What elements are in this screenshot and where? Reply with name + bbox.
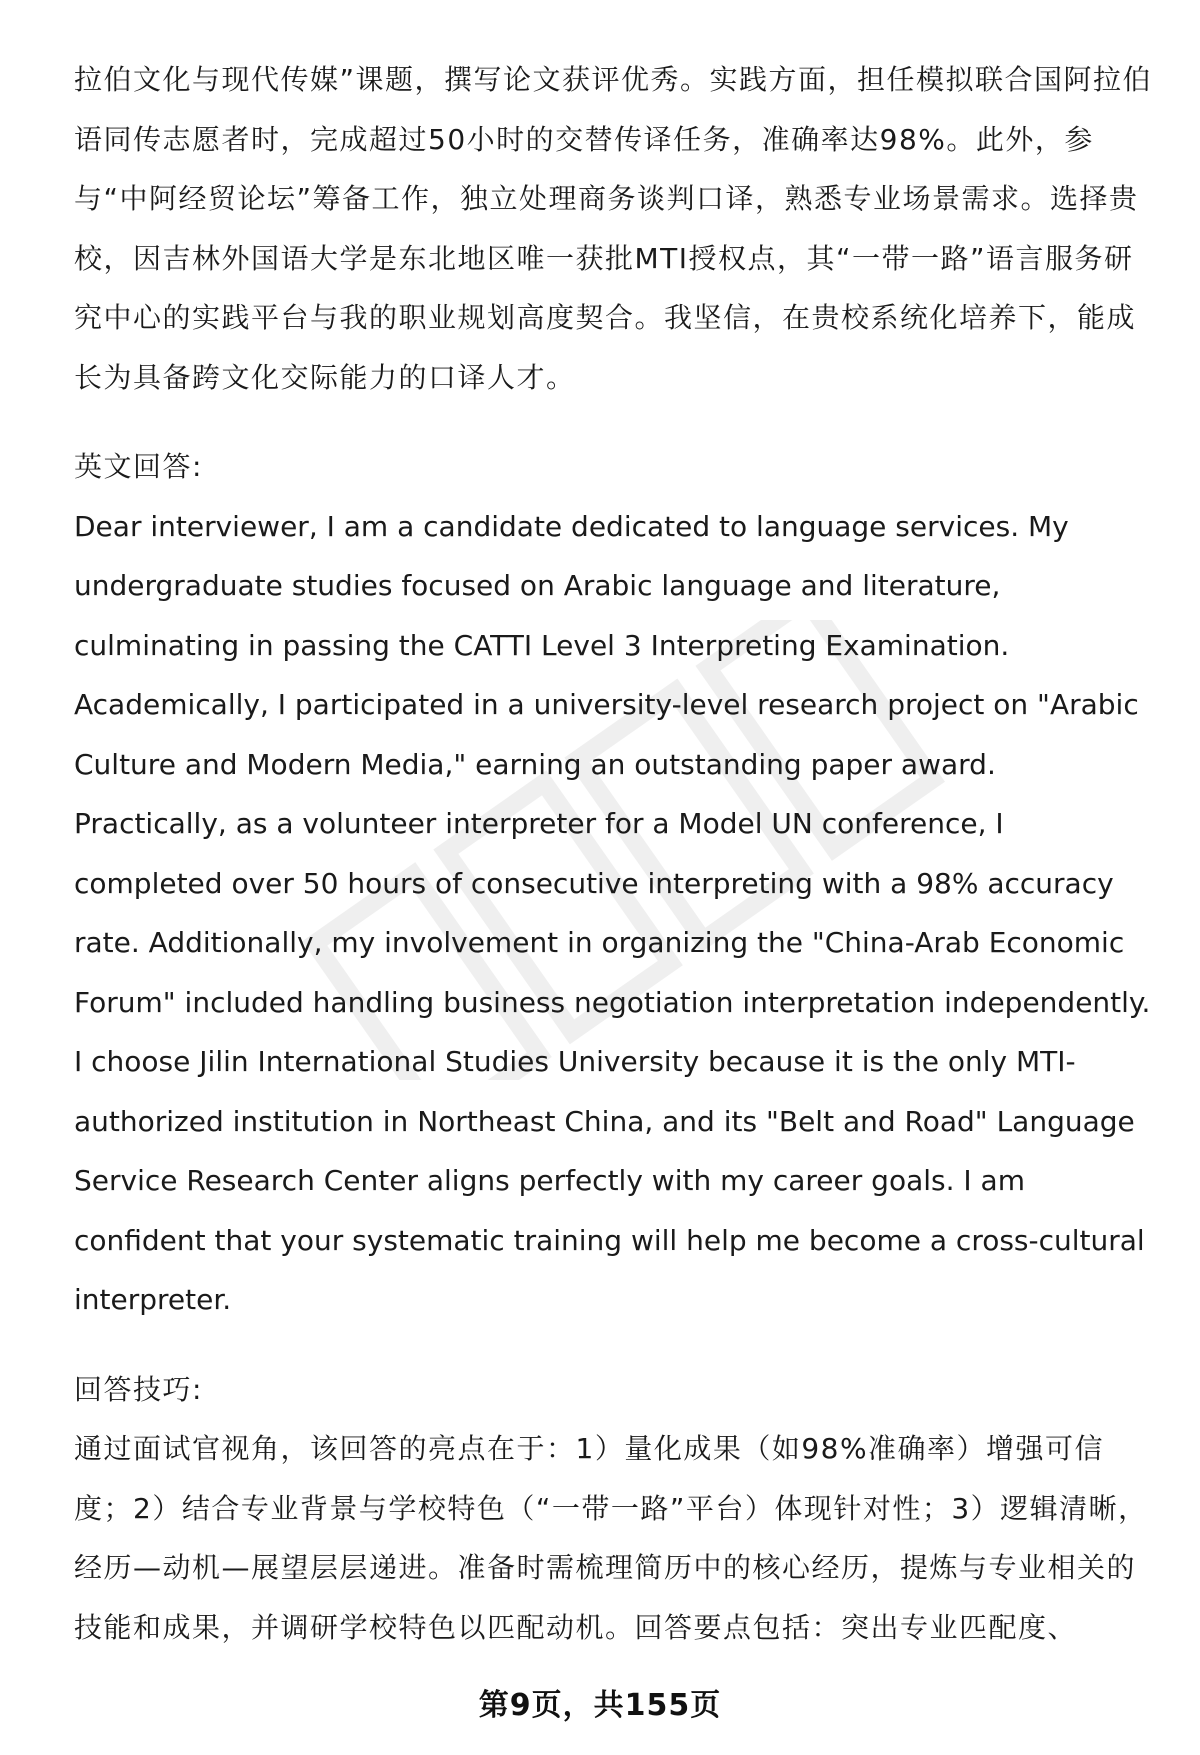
spacer	[74, 1330, 1154, 1360]
english-answer-paragraph: Dear interviewer, I am a candidate dedicated to language services. My undergraduate studies focused on Arabic language and literature, culminating in passing the CATTI Level 3 Interpreting Examination. Academically, I participated in a university-level research project on "Arabic Culture and Modern Media," earning an outstanding paper award. Practically, as a volunteer interpreter for a Model UN conference, I completed over 50 hours of consecutive interpreting with a 98% accuracy rate. Additionally, my involvement in organizing the "China-Arab Economic Forum" included handling business negotiation interpretation independently. I choose Jilin International Studies University because it is the only MTI-authorized institution in Northeast China, and its "Belt and Road" Language Service Research Center aligns perfectly with my career goals. I am confident that your systematic training will help me become a cross-cultural interpreter.	[74, 509, 1151, 1316]
page-number: 第9页，共155页	[478, 1688, 722, 1723]
tips-heading: 回答技巧:	[74, 1372, 203, 1406]
spacer	[74, 407, 1154, 437]
document-body	[74, 50, 1154, 1657]
intro-paragraph: 拉伯文化与现代传媒”课题，撰写论文获评优秀。实践方面，担任模拟联合国阿拉伯语同传志愿者时，完成超过50小时的交替传译任务，准确率达98%。此外，参与“中阿经贸论坛”筹备工作，独立处理商务谈判口译，熟悉专业场景需求。选择贵校，因吉林外国语大学是东北地区唯一获批MTI授权点，其“一带一路”语言服务研究中心的实践平台与我的职业规划高度契合。我坚信，在贵校系统化培养下，能成长为具备跨文化交际能力的口译人才。	[74, 63, 1153, 394]
english-answer-heading: 英文回答:	[74, 450, 203, 483]
tips-paragraph: 通过面试官视角，该回答的亮点在于：1）量化成果（如98%准确率）增强可信度；2）结合专业背景与学校特色（“一带一路”平台）体现针对性；3）逻辑清晰，经历—动机—展望层层递进。准备时需梳理简历中的核心经历，提炼与专业相关的技能和成果，并调研学校特色以匹配动机。回答要点包括：突出专业匹配度、	[74, 1432, 1148, 1644]
